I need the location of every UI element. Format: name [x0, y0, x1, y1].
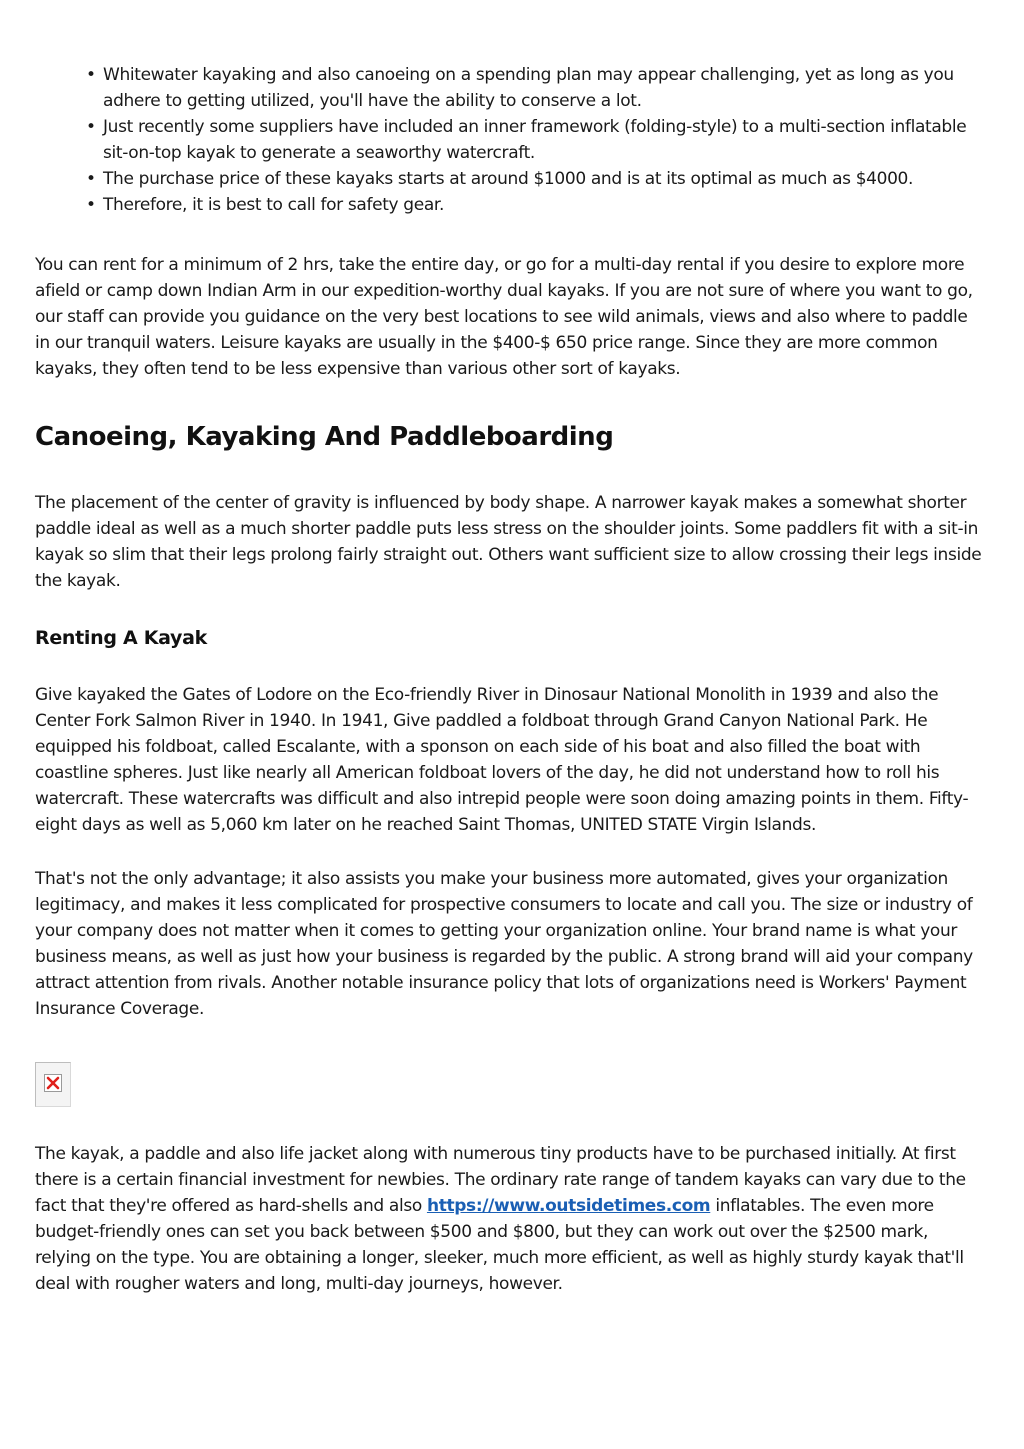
bullet-list [35, 62, 986, 218]
list-item [86, 114, 986, 166]
paragraph-text-before-link: The kayak, a paddle and also life jacket along with numerous tiny products have to be purchased initially. At first there is a certain financial investment for newbies. The ordinary rate range of tandem kayaks can vary due to the fact that they're offered as hard-shells and also [35, 1144, 966, 1216]
bullet-marker: • [86, 117, 96, 137]
bullet-marker: • [86, 195, 96, 215]
list-item [86, 166, 986, 192]
bullet-marker: • [86, 169, 96, 189]
section-heading-canoeing: Canoeing, Kayaking And Paddleboarding [35, 422, 614, 452]
list-item-text: Whitewater kayaking and also canoeing on a spending plan may appear challenging, yet as long as you adhere to getting utilized, you'll have the ability to conserve a lot. [103, 65, 954, 111]
list-item-text: Therefore, it is best to call for safety gear. [103, 195, 445, 215]
paragraph-rentals: You can rent for a minimum of 2 hrs, take the entire day, or go for a multi-day rental if you desire to explore more afield or camp down Indian Arm in our expedition-worthy dual kayaks. If you are not sure of where you want to go, our staff can provide you guidance on the very best locations to see wild animals, views and also where to paddle in our tranquil waters. Leisure kayaks are usually in the $400-$ 650 price range. Since they are more common kayaks, they often tend to be less expensive than various other sort of kayaks. [35, 255, 973, 379]
list-item-text: Just recently some suppliers have included an inner framework (folding-style) to a multi-section inflatable sit-on-top kayak to generate a seaworthy watercraft. [103, 117, 967, 163]
list-item-text: The purchase price of these kayaks starts at around $1000 and is at its optimal as much as $4000. [103, 169, 914, 189]
paragraph-center-of-gravity: The placement of the center of gravity is influenced by body shape. A narrower kayak makes a somewhat shorter paddle ideal as well as a much shorter paddle puts less stress on the shoulder joints. Some paddlers fit with a sit-in kayak so slim that their legs prolong fairly straight out. Others want sufficient size to allow crossing their legs inside the kayak. [35, 493, 982, 591]
list-item [86, 62, 986, 114]
broken-image-placeholder [35, 1062, 71, 1107]
paragraph-business: That's not the only advantage; it also assists you make your business more automated, gives your organization legitimacy, and makes it less complicated for prospective consumers to locate and call you. The size or industry of your company does not matter when it comes to getting your organization online. Your brand name is what your business means, as well as just how your business is regarded by the public. A strong brand will aid your company attract attention from rivals. Another notable insurance policy that lots of organizations need is Workers' Payment Insurance Coverage. [35, 869, 973, 1019]
broken-image-icon [44, 1074, 62, 1092]
subsection-heading-renting: Renting A Kayak [35, 627, 208, 649]
paragraph-kayak-costs [35, 1141, 986, 1297]
list-item [86, 192, 986, 218]
paragraph-text-after-link: inflatables. The even more budget-friendly ones can set you back between $500 and $800, but they can work out over the $2500 mark, relying on the type. You are obtaining a longer, sleeker, much more efficient, as well as highly sturdy kayak that'll deal with rougher waters and long, multi-day journeys, however. [35, 1196, 964, 1294]
bullet-marker: • [86, 65, 96, 85]
outsidetimes-link[interactable]: https://www.outsidetimes.com [426, 1196, 711, 1216]
paragraph-history: Give kayaked the Gates of Lodore on the Eco-friendly River in Dinosaur National Monolith in 1939 and also the Center Fork Salmon River in 1940. In 1941, Give paddled a foldboat through Grand Canyon National Park. He equipped his foldboat, called Escalante, with a sponson on each side of his boat and also filled the boat with coastline spheres. Just like nearly all American foldboat lovers of the day, he did not understand how to roll his watercraft. These watercrafts was difficult and also intrepid people were soon doing amazing points in them. Fifty-eight days as well as 5,060 km later on he reached Saint Thomas, UNITED STATE Virgin Islands. [35, 685, 969, 835]
